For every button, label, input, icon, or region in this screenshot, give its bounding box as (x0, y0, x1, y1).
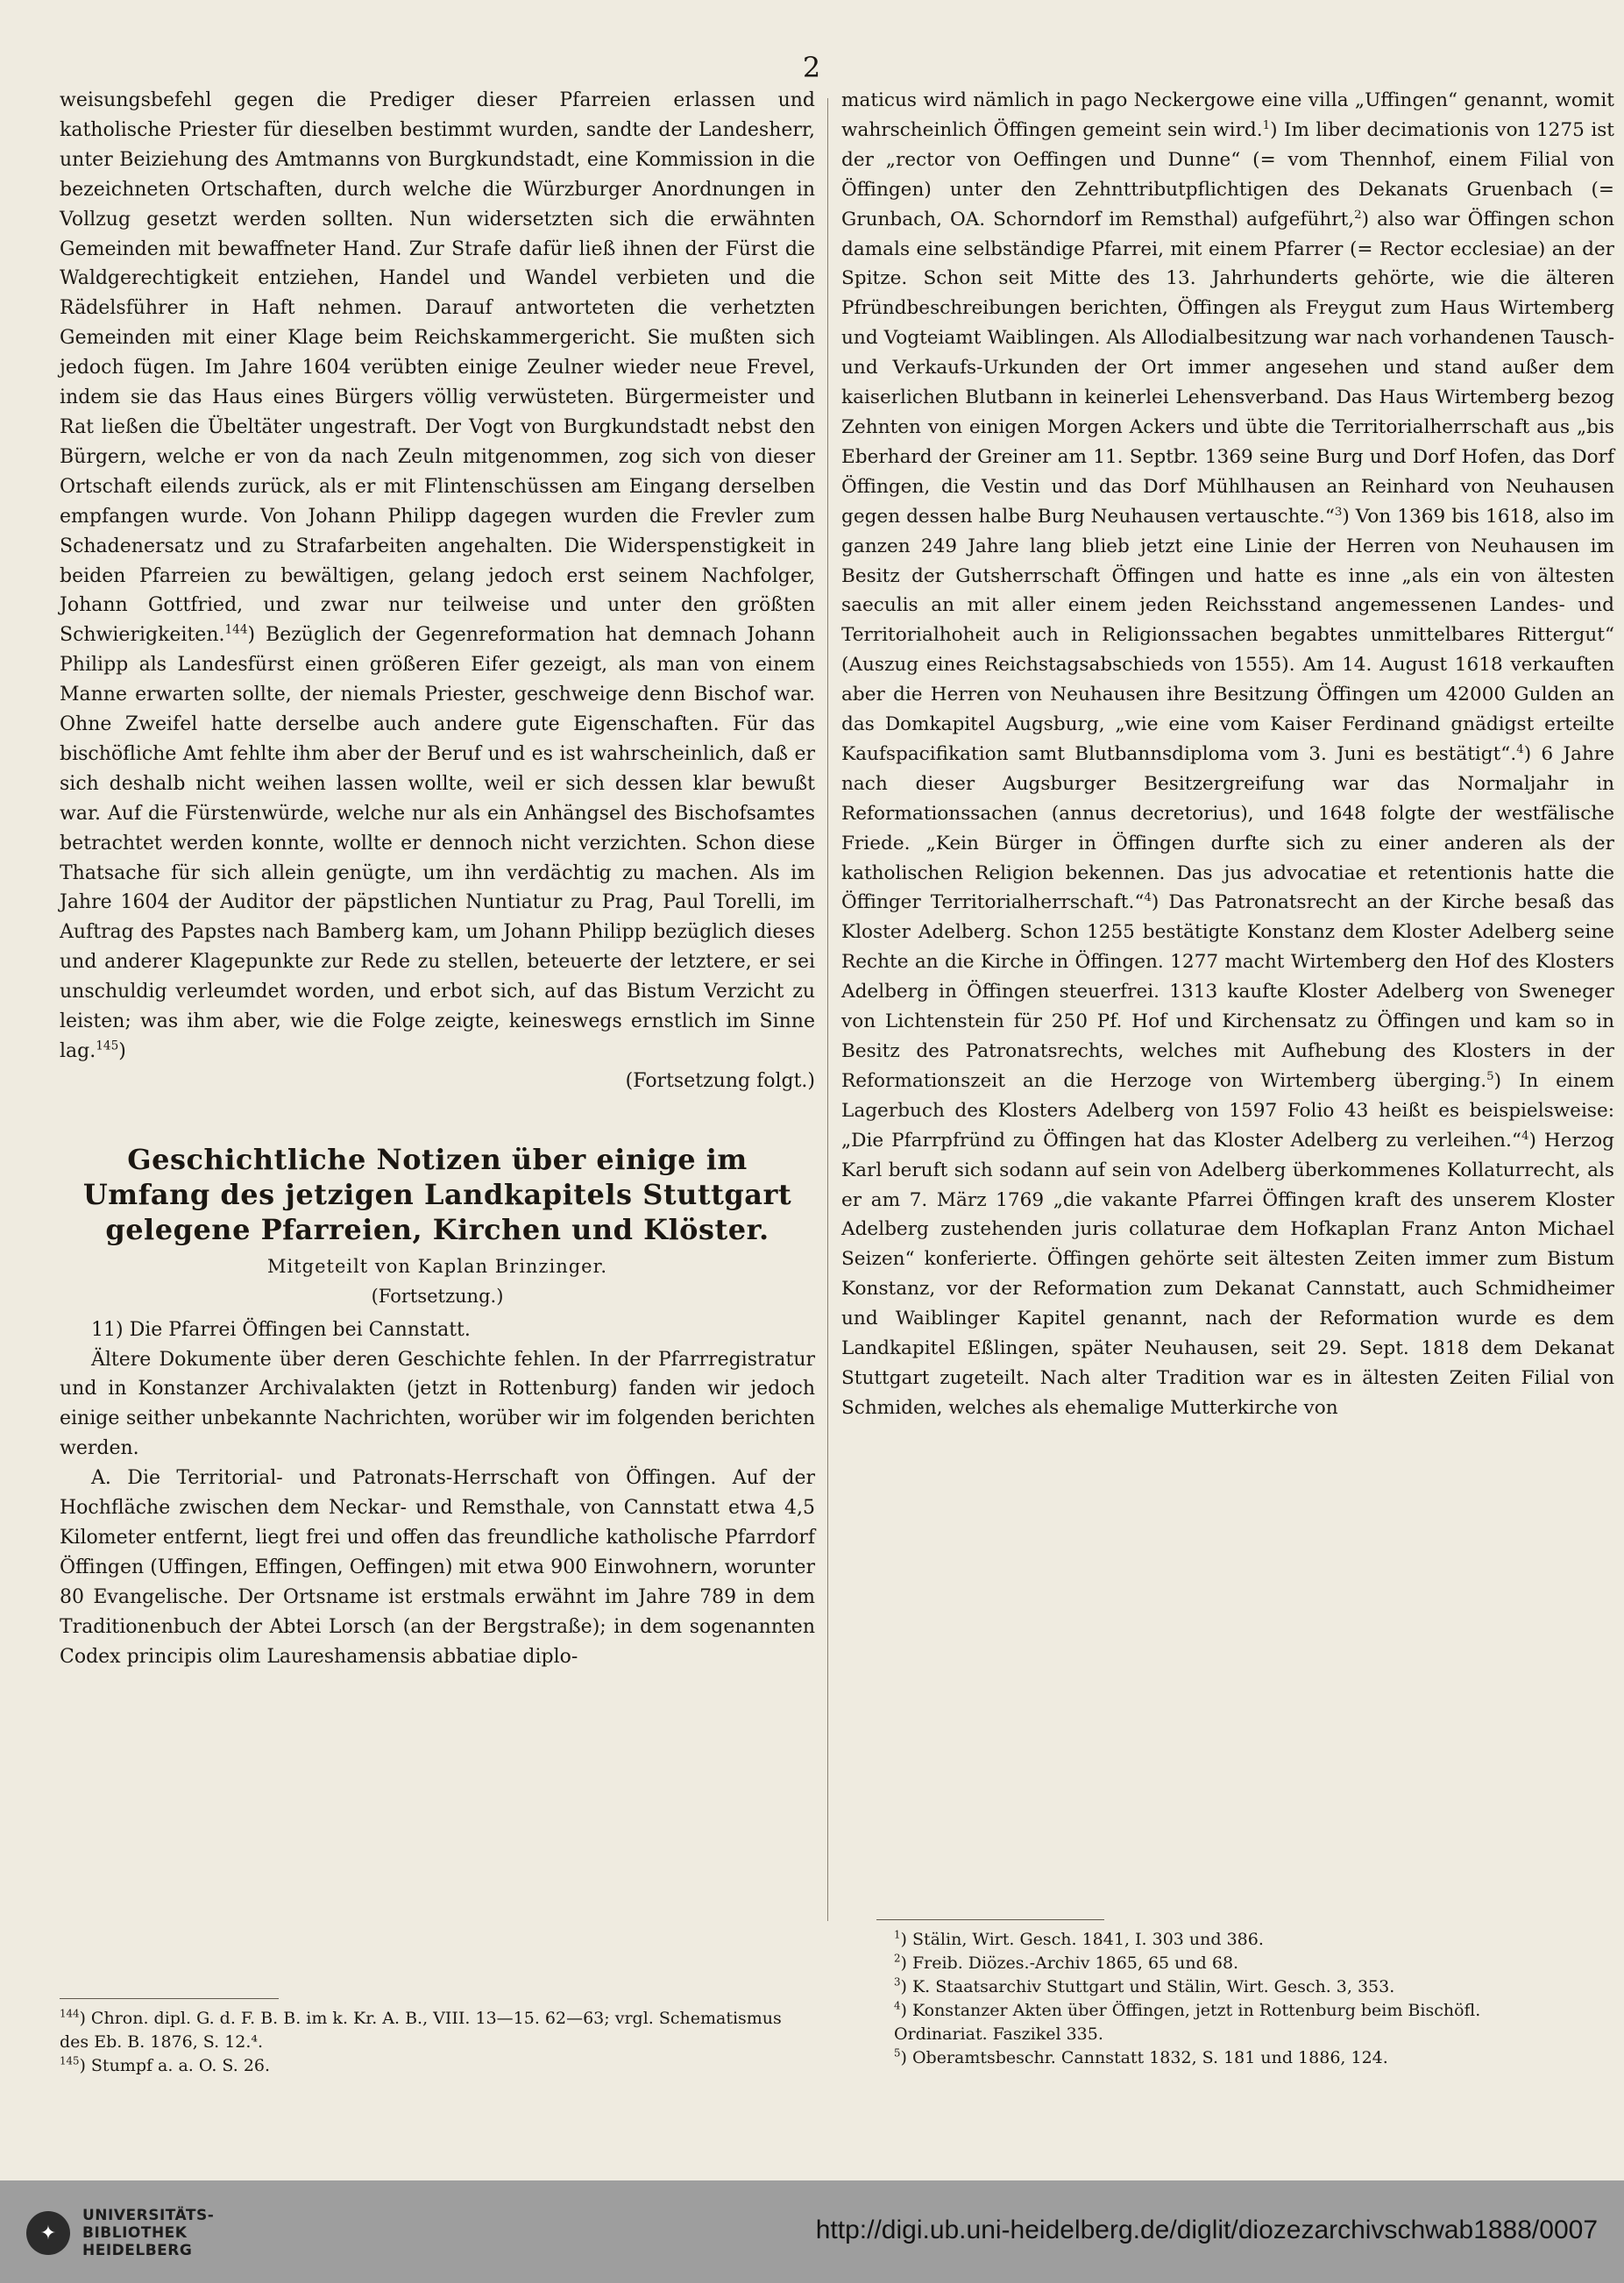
text-run: ) Bezüglich der Gegenreformation hat demnach Johann Philipp als Landesfürst einen größeren Eifer gezeigt, als man von einem Manne erwarten sollte, der niemals Priester, geschweige denn Bischof war. Ohne Zweifel hatte derselbe auch andere gute Eigenschaften. Für das bischöfliche Amt fehlte ihm aber der Beruf und es ist wahrscheinlich, daß er sich deshalb nicht weihen lassen wollte, weil er sich dessen klar bewußt war. Auf die Fürstenwürde, welche nur als ein Anhängsel des Bischofsamtes betrachtet werden konnte, wollte er dennoch nicht verzichten. Schon diese Thatsache für sich allein genügte, um ihn verdächtig zu machen. Als im Jahre 1604 der Auditor der päpstlichen Nuntiatur zu Prag, Paul Torelli, im Auftrag des Papstes nach Bamberg kam, um Johann Philipp bezüglich dieses und anderer Klagepunkte zur Rede zu stellen, beteuerte der letztere, er sei unschuldig verleumdet worden, und erbot sich, auf das Bistum Verzicht zu leisten; was ihm aber, wie die Folge zeigte, keineswegs ernstlich im Sinne lag. (60, 624, 815, 1062)
footnote-rule-left (60, 1998, 279, 1999)
left-paragraph: A. Die Territorial- und Patronats-Herrschaft von Öffingen. Auf der Hochfläche zwischen dem Neckar- und Remsthale, von Cannstatt etwa 4,5 Kilometer entfernt, liegt frei und offen das freundliche katholische Pfarrdorf Öffingen (Uffingen, Effingen, Oeffingen) mit etwa 900 Einwohnern, worunter 80 Evangelische. Der Ortsname ist erstmals erwähnt im Jahre 789 in dem Traditionenbuch der Abtei Lorsch (an der Bergstraße); in dem sogenannten Codex principis olim Laureshamensis abbatiae diplo- (60, 1467, 815, 1668)
text-run: ) Herzog Karl beruft sich sodann auf sein von Adelberg überkommenes Kollaturrecht, als er am 7. März 1769 „die vakante Pfarrei Öffingen kraft des unserem Kloster Adelberg zustehenden juris collaturae dem Hofkaplan Franz Anton Michael Seizen“ konferierte. Öffingen gehörte seit ältesten Zeiten immer zum Bistum Konstanz, vor der Reformation zum Dekanat Cannstatt, auch Schmidheimer und Waiblinger Kapitel genannt, nach der Reformation wurde es dem Landkapitel Eßlingen, später Neuhausen, seit 29. Sept. 1818 dem Dekanat Stuttgart zugeteilt. Nach alter Tradition war es in ältesten Zeiten Filial von Schmiden, welches als ehemalige Mutterkirche von (841, 1129, 1615, 1419)
text-run: ) Im liber decimationis von 1275 ist der „rector von Oeffingen und Dunne“ (= vom Thennhof, einem Filial von Öffingen) unter den Zehnttributpflichtigen des Dekanats Gruenbach (= Grunbach, OA. Schorndorf im Remsthal) aufgeführt, (841, 118, 1614, 230)
logo-line: HEIDELBERG (82, 2242, 193, 2259)
source-url-link[interactable]: http://digi.ub.uni-heidelberg.de/diglit/diozezarchivschwab1888/0007 (815, 2216, 1598, 2244)
footnote-mark: 3 (894, 1975, 901, 1989)
byline: Mitgeteilt von Kaplan Brinzinger. (266, 1255, 608, 1277)
footnote-ref: 4 (1516, 742, 1524, 756)
footnote-mark: 4 (894, 1999, 901, 2012)
right-column (841, 86, 1614, 1423)
continued-note: (Fortsetzung folgt.) (625, 1069, 815, 1092)
footnote-mark: 5 (894, 2046, 901, 2060)
footnote-ref: 4 (1144, 891, 1152, 905)
text-run: ) 6 Jahre nach dieser Augsburger Besitzergreifung war das Normaljahr in Reformationssachen (annus decretorius), und 1648 folgte der westfälische Friede. „Kein Bürger in Öffingen durfte sich zu einer anderen als der katholischen Religion bekennen. Das jus advocatiae et retentionis hatte die Öffinger Territorialherrschaft.“ (841, 742, 1614, 914)
footnote-mark: 144 (60, 2007, 80, 2020)
footnote-ref: 3 (1334, 505, 1343, 519)
left-paragraph: Ältere Dokumente über deren Geschichte fehlen. In der Pfarrregistratur und in Konstanzer Archivalakten (jetzt in Rottenburg) fanden wir jedoch einige seither unbekannte Nachrichten, worüber wir im folgenden berichten werden. (60, 1348, 815, 1460)
continuation-note: (Fortsetzung.) (371, 1285, 504, 1307)
footnotes-right (894, 1928, 1534, 2070)
footnote-ref: 144 (224, 622, 248, 637)
text-run: weisungsbefehl gegen die Prediger dieser Pfarreien erlassen und katholische Priester für dieselben bestimmt wurden, sandte der Landesherr, unter Beiziehung des Amtmanns von Burgkundstadt, eine Kommission in die bezeichneten Ortschaften, durch welche die Würzburger Anordnungen in Vollzug gesetzt werden sollten. Nun widersetzten sich die erwähnten Gemeinden mit bewaffneter Hand. Zur Strafe dafür ließ ihnen der Fürst die Waldgerechtigkeit entziehen, Handel und Wandel verbieten und die Rädelsführer in Haft nehmen. Darauf antworteten die verhetzten Gemeinden mit einer Klage beim Reichskammergericht. Sie mußten sich jedoch fügen. Im Jahre 1604 verübten einige Zeulner wieder neue Frevel, indem sie das Haus eines Bürgers völlig verwüsteten. Bürgermeister und Rat ließen die Übeltäter ungestraft. Der Vogt von Burgkundstadt nebst den Bürgern, welche er von da nach Zeuln mitgenommen, zog sich von dieser Ortschaft eilends zurück, als er mit Flintenschüssen am Eingang derselben empfangen wurde. Von Johann Philipp dagegen wurden die Frevler zum Schadenersatz und zu Strafarbeiten angehalten. Die Widerspenstigkeit in beiden Pfarreien zu bewältigen, gelang jedoch erst seinem Nachfolger, Johann Gottfried, und zwar nur teilweise und unter den größten Schwierigkeiten. (60, 89, 815, 647)
footnote-ref: 4 (1521, 1129, 1529, 1143)
footnote-rule-right (876, 1919, 1104, 1920)
logo-line: BIBLIOTHEK (82, 2224, 188, 2242)
logo-line: UNIVERSITÄTS- (82, 2207, 215, 2224)
signoff-line (60, 1067, 815, 1096)
footnote-mark: 1 (894, 1928, 901, 1941)
left-paragraph (60, 86, 815, 1067)
text-run: ) Das Patronatsrecht an der Kirche besaß das Kloster Adelberg. Schon 1255 bestätigte Konstanz dem Kloster Adelberg seine Rechte an die Kirche in Öffingen. 1277 macht Wirtemberg den Hof des Klosters Adelberg in Öffingen steuerfrei. 1313 kaufte Kloster Adelberg von Sweneger von Lichtenstein für 250 Pf. Hof und Kirchensatz zu Öffingen und kam so in Besitz des Patronatsrechts, welches mit Aufhebung des Klosters in der Reformationszeit an die Herzoge von Wirtemberg überging. (841, 891, 1614, 1092)
library-logo[interactable] (26, 2207, 214, 2259)
footnote-text: ) Freib. Diözes.-Archiv 1865, 65 und 68. (900, 1953, 1239, 1973)
footnote-text: ) Stumpf a. a. O. S. 26. (79, 2056, 271, 2075)
right-paragraph (841, 86, 1614, 1423)
footnote (894, 1975, 1534, 1999)
footnote (60, 2054, 815, 2078)
seal-icon: ✦ (26, 2211, 70, 2255)
text-run: ) Von 1369 bis 1618, also im ganzen 249 Jahre lang blieb jetzt eine Linie der Herren von Neuhausen im Besitz der Gutsherrschaft Öffingen und hatte es inne „als ein von ältesten saeculis an mit aller einem jeden Reichsstand angemessenen Landes- und Territorialhoheit auch in Religionssachen begabtes unmittelbares Rittergut“ (Auszug eines Reichstagsabschieds von 1555). Am 14. August 1618 verkauften aber die Herren von Neuhausen ihre Besitzung Öffingen um 42000 Gulden an das Domkapitel Augsburg, „wie eine vom Kaiser Ferdinand gnädigst erteilte Kaufspacifikation samt Blutbannsdiploma vom 3. Juni es bestätigt“. (841, 505, 1614, 765)
footnote-ref: 145 (96, 1039, 119, 1053)
footnote-ref: 2 (1354, 208, 1362, 222)
footnote-text: ) Chron. dipl. G. d. F. B. B. im k. Kr. A. B., VIII. 13—15. 62—63; vrgl. Schematismus des Eb. B. 1876, S. 12.⁴. (60, 2009, 782, 2052)
footer-bar (0, 2180, 1624, 2283)
footnotes-left (60, 2007, 815, 2078)
footnote (60, 2007, 815, 2054)
page-number: 2 (802, 51, 822, 84)
footnote-text: ) Konstanzer Akten über Öffingen, jetzt in Rottenburg beim Bischöfl. Ordinariat. Faszikel 335. (894, 2001, 1481, 2044)
article-title: Geschichtliche Notizen über einige im Umfang des jetzigen Landkapitels Stuttgart gelegene Pfarreien, Kirchen und Klöster. (82, 1142, 792, 1246)
column-divider (827, 98, 828, 1921)
section-heading: 11) Die Pfarrei Öffingen bei Cannstatt. (91, 1318, 471, 1341)
footnote-mark: 2 (894, 1952, 901, 1965)
footnote-ref: 5 (1486, 1069, 1494, 1083)
footnote (894, 1952, 1534, 1975)
footnote-ref: 1 (1262, 118, 1271, 132)
text-run: ) also war Öffingen schon damals eine selbständige Pfarrei, mit einem Pfarrer (= Rector ecclesiae) an der Spitze. Schon seit Mitte des 13. Jahrhunderts gehörte, wie die älteren Pfründbeschreibungen berichten, Öffingen als Freygut zum Haus Wirtemberg und Vogteiamt Waiblingen. Als Allodialbesitzung war nach vorhandenen Tausch- und Verkaufs-Urkunden der Ort immer angesehen und stand außer dem kaiserlichen Blutbann in keinerlei Lehensverband. Das Haus Wirtemberg bezog Zehnten von einigen Morgen Ackers und übte die Territorialherrschaft aus „bis Eberhard der Greiner am 11. Septbr. 1369 seine Burg und Dorf Hofen, das Dorf Öffingen, die Vestin und das Dorf Mühlhausen an Reinhard von Neuhausen gegen dessen halbe Burg Neuhausen vertauschte.“ (841, 208, 1614, 528)
text-run: ) (118, 1040, 126, 1062)
left-column (60, 86, 815, 1672)
text-run: ) In einem Lagerbuch des Klosters Adelberg von 1597 Folio 43 heißt es beispielsweise: „Die Pfarrpfründ zu Öffingen hat das Kloster Adelberg zu verleihen.“ (841, 1069, 1614, 1152)
footnote-text: ) K. Staatsarchiv Stuttgart und Stälin, Wirt. Gesch. 3, 353. (900, 1977, 1395, 1996)
footnote (894, 1928, 1534, 1952)
footnote-mark: 145 (60, 2054, 80, 2067)
footnote (894, 2046, 1534, 2070)
footnote (894, 1999, 1534, 2046)
logo-text (82, 2207, 214, 2259)
text-run: maticus wird nämlich in pago Neckergowe eine villa „Uffingen“ genannt, womit wahrscheinlich Öffingen gemeint sein wird. (841, 89, 1614, 141)
footnote-text: ) Stälin, Wirt. Gesch. 1841, I. 303 und 386. (900, 1930, 1264, 1949)
footnote-text: ) Oberamtsbeschr. Cannstatt 1832, S. 181 und 1886, 124. (900, 2048, 1388, 2067)
